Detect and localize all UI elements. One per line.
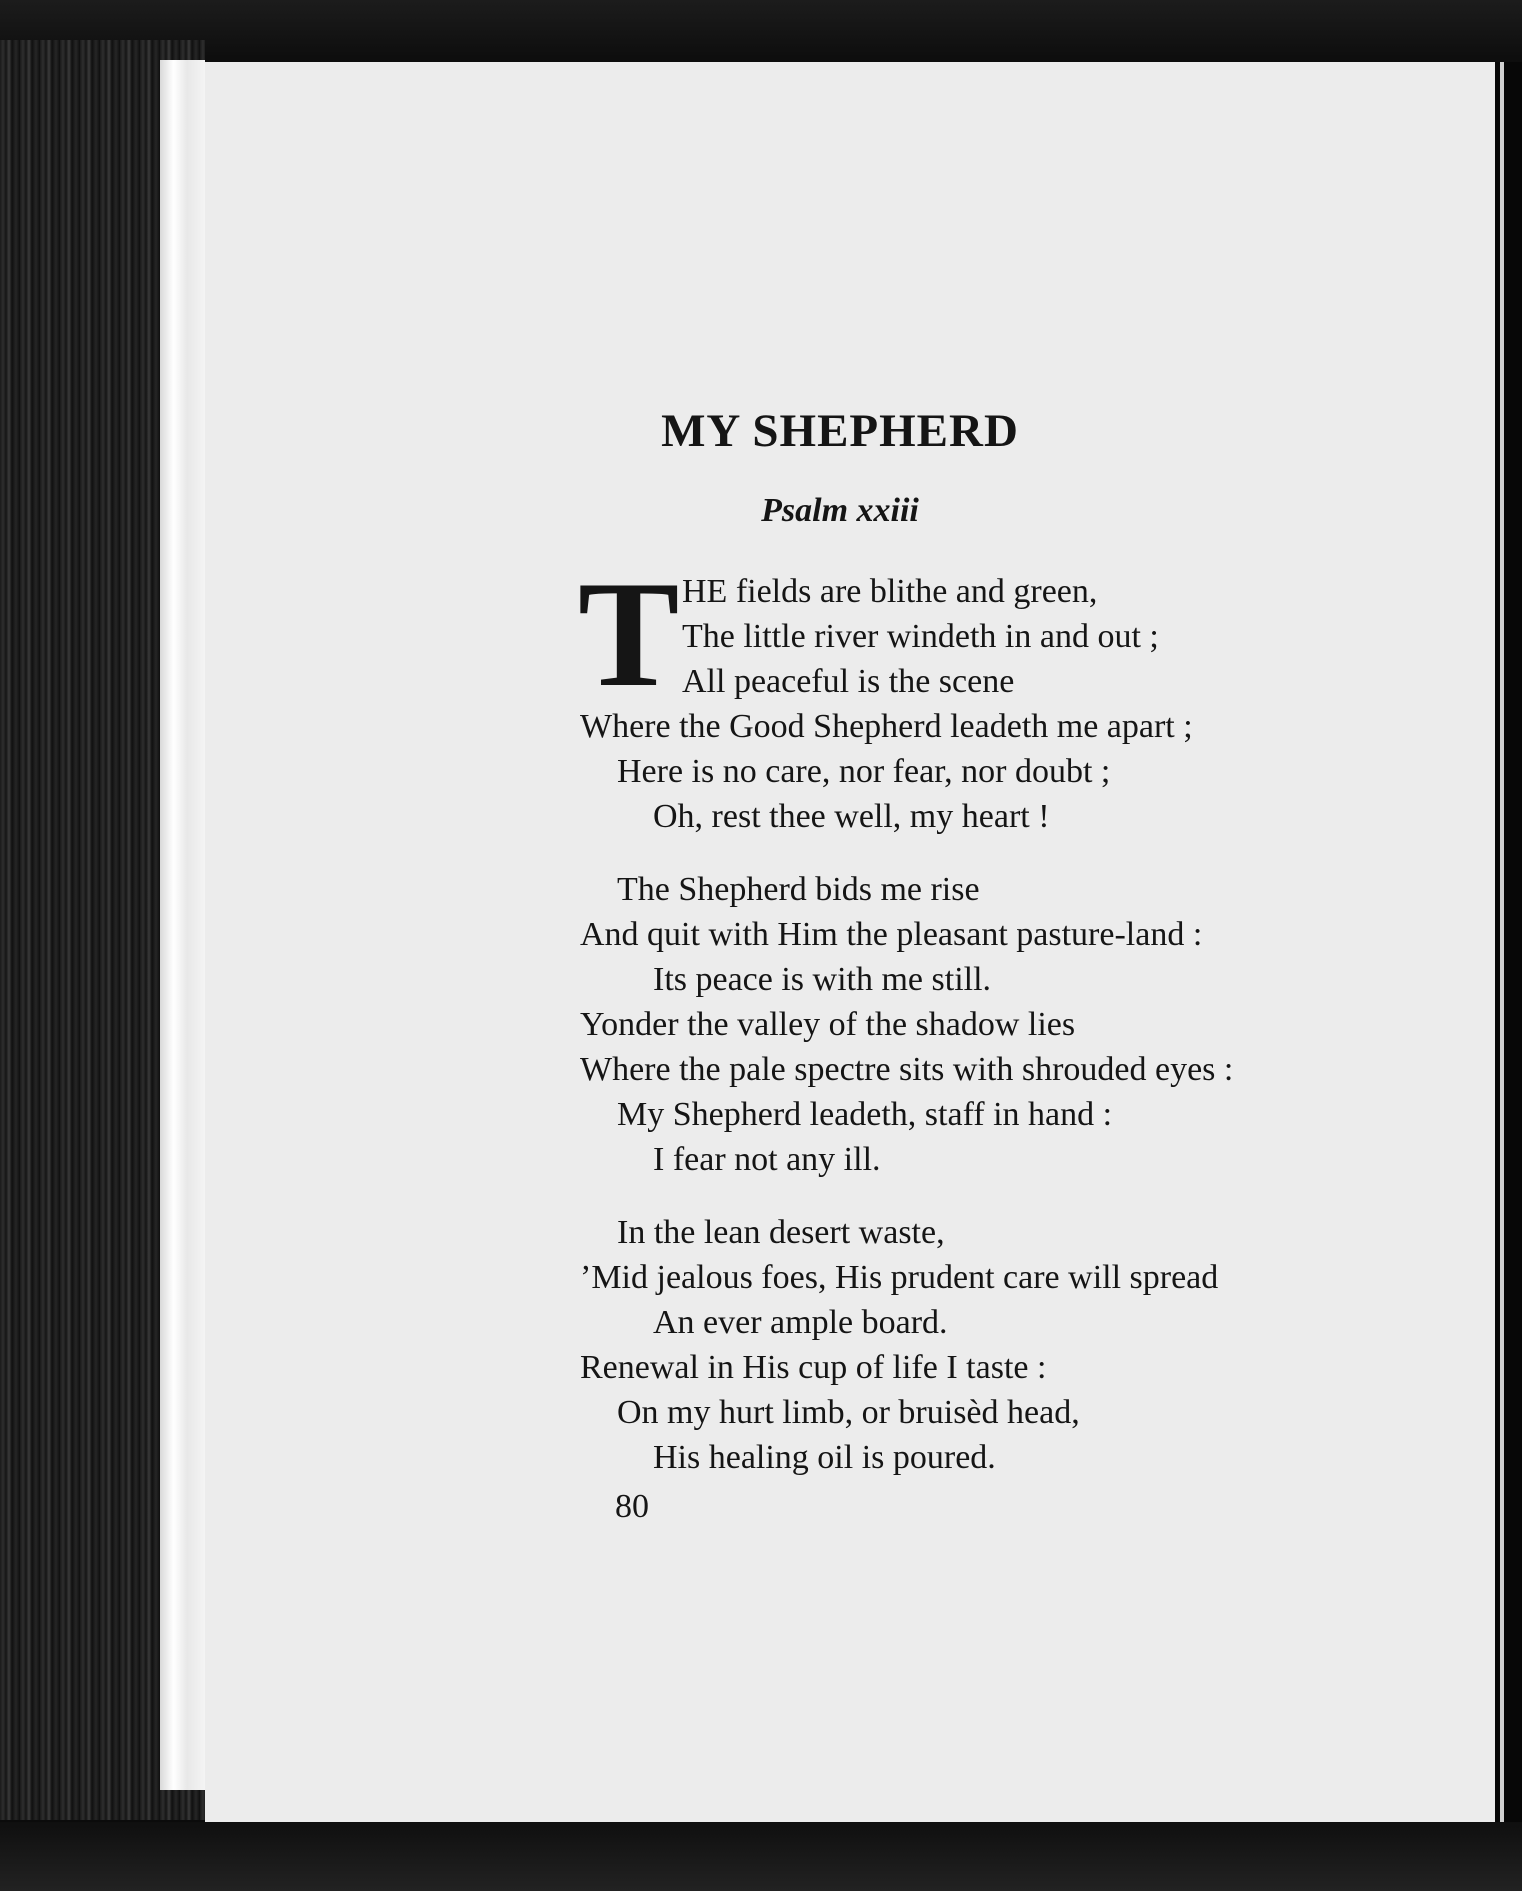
poem-line: An ever ample board. <box>653 1304 948 1341</box>
poem-line: His healing oil is poured. <box>653 1439 996 1476</box>
poem-line: Oh, rest thee well, my heart ! <box>653 798 1050 835</box>
poem-line: ’Mid jealous foes, His prudent care will spread <box>580 1259 1219 1296</box>
poem-line: Here is no care, nor fear, nor doubt ; <box>617 753 1111 790</box>
right-page-edge <box>1500 62 1504 1822</box>
poem-line: All peaceful is the scene <box>682 663 1015 700</box>
poem-line: HE fields are blithe and green, <box>682 573 1098 610</box>
poem-line: The little river windeth in and out ; <box>682 618 1159 655</box>
book-bottom-edge <box>0 1822 1522 1891</box>
page-stack-edge <box>160 60 205 1790</box>
poem-line: My Shepherd leadeth, staff in hand : <box>617 1096 1113 1133</box>
poem-subtitle: Psalm xxiii <box>761 492 919 529</box>
poem-line: On my hurt limb, or bruisèd head, <box>617 1394 1080 1431</box>
poem-line: The Shepherd bids me rise <box>617 871 980 908</box>
poem-title: MY SHEPHERD <box>661 405 1019 457</box>
poem-line: And quit with Him the pleasant pasture-land : <box>580 916 1203 953</box>
poem-line: Yonder the valley of the shadow lies <box>580 1006 1076 1043</box>
poem-line: Where the Good Shepherd leadeth me apart ; <box>580 708 1193 745</box>
page-number: 80 <box>615 1488 649 1525</box>
poem-line: In the lean desert waste, <box>617 1214 945 1251</box>
book-top-edge <box>0 0 1522 62</box>
poem-line: I fear not any ill. <box>653 1141 881 1178</box>
poem-line: Its peace is with me still. <box>653 961 992 998</box>
poem-line: Renewal in His cup of life I taste : <box>580 1349 1047 1386</box>
drop-cap-letter: T <box>578 550 680 718</box>
poem-line: Where the pale spectre sits with shrouded eyes : <box>580 1051 1234 1088</box>
